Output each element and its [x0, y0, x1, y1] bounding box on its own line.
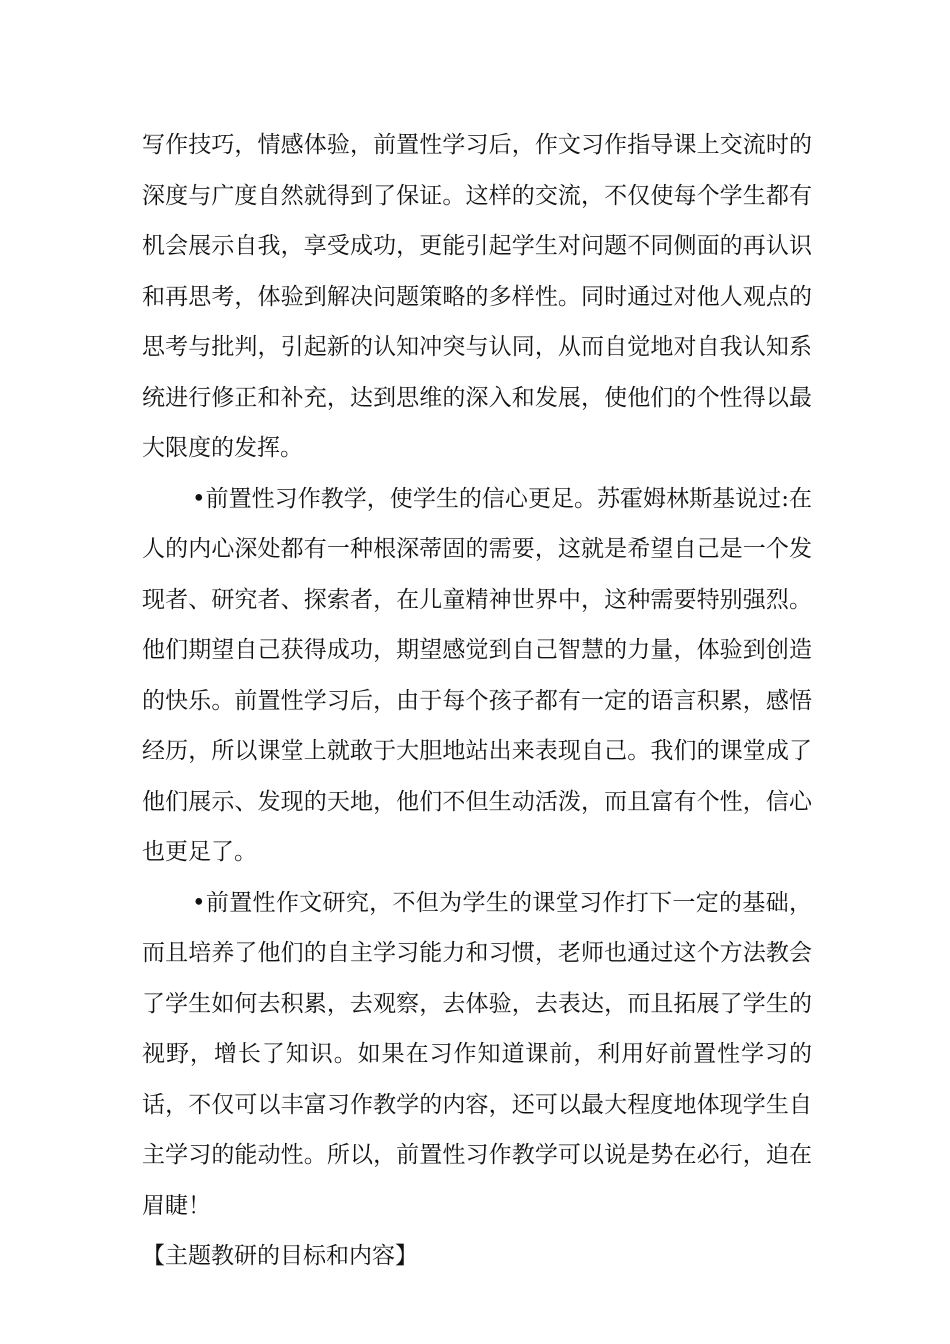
paragraph-research: •前置性作文研究，不但为学生的课堂习作打下一定的基础，而且培养了他们的自主学习能力和习惯，老师也通过这个方法教会了学生如何去积累，去观察，去体验，去表达，而且拓展了学生的视野，增长了知识。如果在习作知道课前，利用好前置性学习的话，不仅可以丰富习作教学的内容，还可以最大程度地体现学生自主学习的能动性。所以，前置性习作教学可以说是势在必行，迫在眉睫！ — [142, 889, 812, 1219]
document-body — [142, 120, 812, 1282]
section-heading: 【主题教研的目标和内容】 — [142, 1243, 418, 1269]
paragraph-confidence: •前置性习作教学，使学生的信心更足。苏霍姆林斯基说过:在人的内心深处都有一种根深蒂固的需要，这就是希望自己是一个发现者、研究者、探索者，在儿童精神世界中，这种需要特别强烈。他们期望自己获得成功，期望感觉到自己智慧的力量，体验到创造的快乐。前置性学习后，由于每个孩子都有一定的语言积累，感悟经历，所以课堂上就敢于大胆地站出来表现自己。我们的课堂成了他们展示、发现的天地，他们不但生动活泼，而且富有个性，信心也更足了。 — [142, 485, 812, 865]
paragraph-writing-skills: 写作技巧，情感体验，前置性学习后，作文习作指导课上交流时的深度与广度自然就得到了保证。这样的交流，不仅使每个学生都有机会展示自我，享受成功，更能引起学生对问题不同侧面的再认识和再思考，体验到解决问题策略的多样性。同时通过对他人观点的思考与批判，引起新的认知冲突与认同，从而自觉地对自我认知系统进行修正和补充，达到思维的深入和发展，使他们的个性得以最大限度的发挥。 — [142, 132, 812, 461]
